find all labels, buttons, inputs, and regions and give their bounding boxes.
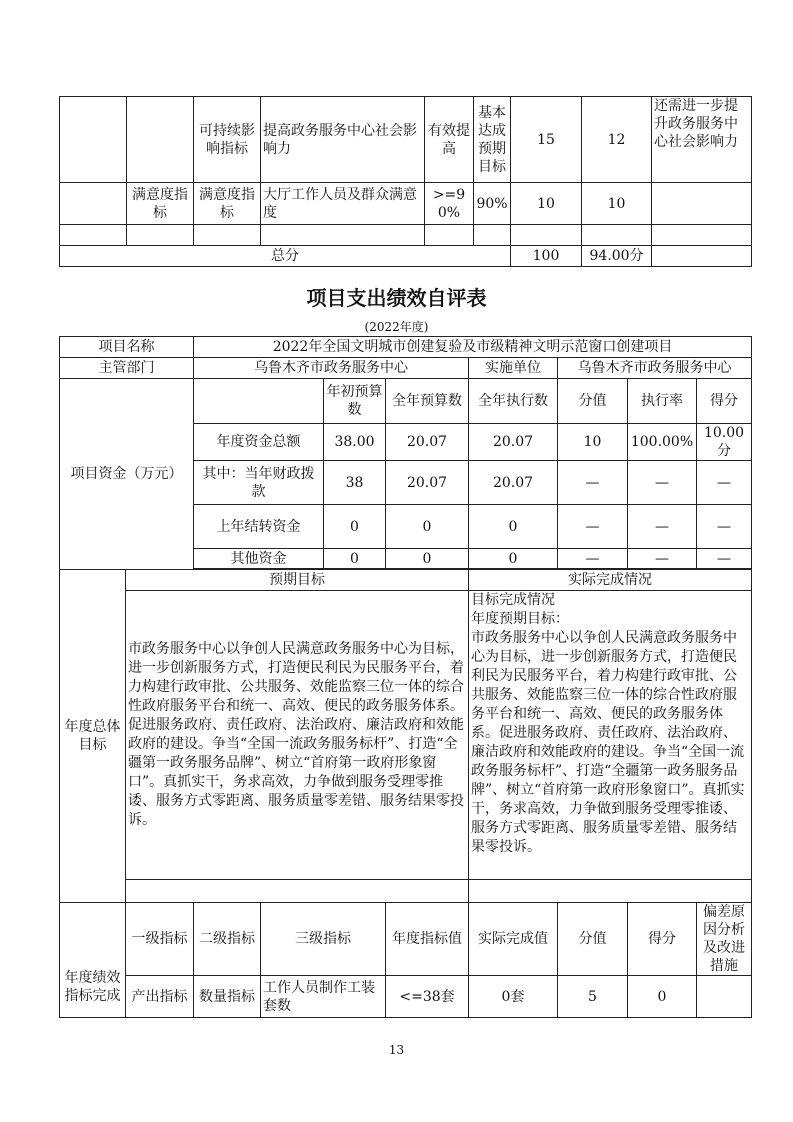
empty-cell [652,183,752,225]
project-name-value: 2022年全国文明城市创建复验及市级精神文明示范窗口创建项目 [194,337,752,358]
indicator-score: 0 [628,976,697,1018]
funds-cell: 20.07 [469,424,558,461]
level3-cell: 提高政务服务中心社会影响力 [261,97,425,183]
funds-row-label: 上年结转资金 [194,505,324,549]
funds-cell: — [697,549,752,569]
funds-cell: — [558,549,628,569]
indicator-note [697,976,752,1018]
funds-cell: — [628,461,697,505]
funds-row-label: 年度资金总额 [194,424,324,461]
level1-cell: 满意度指标 [127,183,194,225]
actual-cell: 90% [474,183,511,225]
indicator-level2: 数量指标 [194,976,261,1018]
indicator-header: 年度指标值 [386,903,469,976]
empty-cell [127,97,194,183]
funds-cell: 0 [469,505,558,549]
funds-header: 得分 [697,379,752,424]
funds-cell: — [628,549,697,569]
score-cell: 12 [582,97,652,183]
indicator-level1: 产出指标 [126,976,194,1018]
funds-cell: 10.00分 [697,424,752,461]
funds-cell: — [697,461,752,505]
dept-label: 主管部门 [60,358,194,379]
funds-cell: 38.00 [324,424,386,461]
page-subtitle: (2022年度) [364,320,429,334]
expected-goal-text: 市政务服务中心以争创人民满意政务服务中心为目标，进一步创新服务方式，打造便民利民为民服务平台，着力构建行政审批、公共服务、效能监察三位一体的综合性政府服务平台和统一、高效、便民的政务服务体系。促进服务政府、责任政府、法治政府、廉洁政府和效能政府的建设。争当“全国一流政务服务标杆”、打造“全疆第一政务服务品牌”、树立“首府第一政府形象窗口”。真抓实干，务求高效，力争做到服务受理零推诿、服务方式零距离、服务质量零差错、服务结果零投诉。 [126,591,469,880]
actual-goal-cell [469,591,752,880]
actual-cell: 基本达成预期目标 [474,97,511,183]
indicators-section-label: 年度绩效指标完成 [60,903,126,1018]
indicator-target: <=38套 [386,976,469,1018]
funds-header: 分值 [558,379,628,424]
dept-value: 乌鲁木齐市政务服务中心 [194,358,469,379]
funds-header: 年初预算数 [324,379,386,424]
funds-cell: 0 [469,549,558,569]
weight-cell: 10 [511,183,582,225]
expected-header: 预期目标 [126,570,469,591]
indicator-weight: 5 [558,976,628,1018]
funds-cell: 0 [386,549,469,569]
funds-cell: 38 [324,461,386,505]
funds-row-label: 其他资金 [194,549,324,569]
total-weight: 100 [511,246,582,267]
actual-goal-text: 市政务服务中心以争创人民满意政务服务中心为目标，进一步创新服务方式，打造便民利民为民服务平台，着力构建行政审批、公共服务、效能监察三位一体的综合性政府服务平台和统一、高效、便民的政务服务体系。促进服务政府、责任政府、法治政府、廉洁政府和效能政府的建设。争当“全国一流政务服务标杆”、打造“全疆第一政务服务品牌”、树立“首府第一政府形象窗口”。真抓实干，务求高效，力争做到服务受理零推诿、服务方式零距离、服务质量零差错、服务结果零投诉。 [471,630,745,855]
indicator-header: 实际完成值 [469,903,558,976]
actual-goal-line1: 目标完成情况 [471,592,555,608]
evaluation-table [59,336,752,1018]
indicator-header: 二级指标 [194,903,261,976]
empty-cell [60,97,127,183]
funds-header: 执行率 [628,379,697,424]
actual-goal-line2: 年度预期目标： [471,611,569,627]
funds-cell: 20.07 [386,461,469,505]
top-indicator-table [59,96,752,267]
indicator-header: 三级指标 [261,903,386,976]
target-cell: >=90% [425,183,474,225]
weight-cell: 15 [511,97,582,183]
funds-cell: — [628,505,697,549]
funds-cell: 0 [324,549,386,569]
indicator-header: 一级指标 [126,903,194,976]
indicator-header: 偏差原因分析及改进措施 [697,903,752,976]
note-cell: 还需进一步提升政务服务中心社会影响力 [652,97,752,183]
level2-cell: 满意度指标 [194,183,261,225]
funds-cell: — [558,505,628,549]
page-title: 项目支出绩效自评表 [306,286,487,310]
page-number: 13 [388,1043,405,1057]
funds-cell: — [558,461,628,505]
indicator-level3: 工作人员制作工装套数 [261,976,386,1018]
project-name-label: 项目名称 [60,337,194,358]
funds-header: 全年预算数 [386,379,469,424]
funds-cell: 0 [386,505,469,549]
funds-cell: 20.07 [469,461,558,505]
target-cell: 有效提高 [425,97,474,183]
unit-label: 实施单位 [469,358,558,379]
funds-cell: 100.00% [628,424,697,461]
funds-cell: 10 [558,424,628,461]
indicator-header: 得分 [628,903,697,976]
funds-header: 全年执行数 [469,379,558,424]
level2-cell: 可持续影响指标 [194,97,261,183]
empty-cell [60,183,127,225]
goals-label: 年度总体目标 [60,570,126,903]
funds-cell: 0 [324,505,386,549]
funds-cell: 20.07 [386,424,469,461]
level3-cell: 大厅工作人员及群众满意度 [261,183,425,225]
indicator-actual: 0套 [469,976,558,1018]
funds-cell: — [697,505,752,549]
actual-header: 实际完成情况 [469,570,752,591]
score-cell: 10 [582,183,652,225]
funds-label: 项目资金（万元） [60,379,194,570]
funds-row-label: 其中：当年财政拨款 [194,461,324,505]
indicator-header: 分值 [558,903,628,976]
total-score: 94.00分 [582,246,652,267]
total-label: 总分 [60,246,511,267]
unit-value: 乌鲁木齐市政务服务中心 [558,358,752,379]
